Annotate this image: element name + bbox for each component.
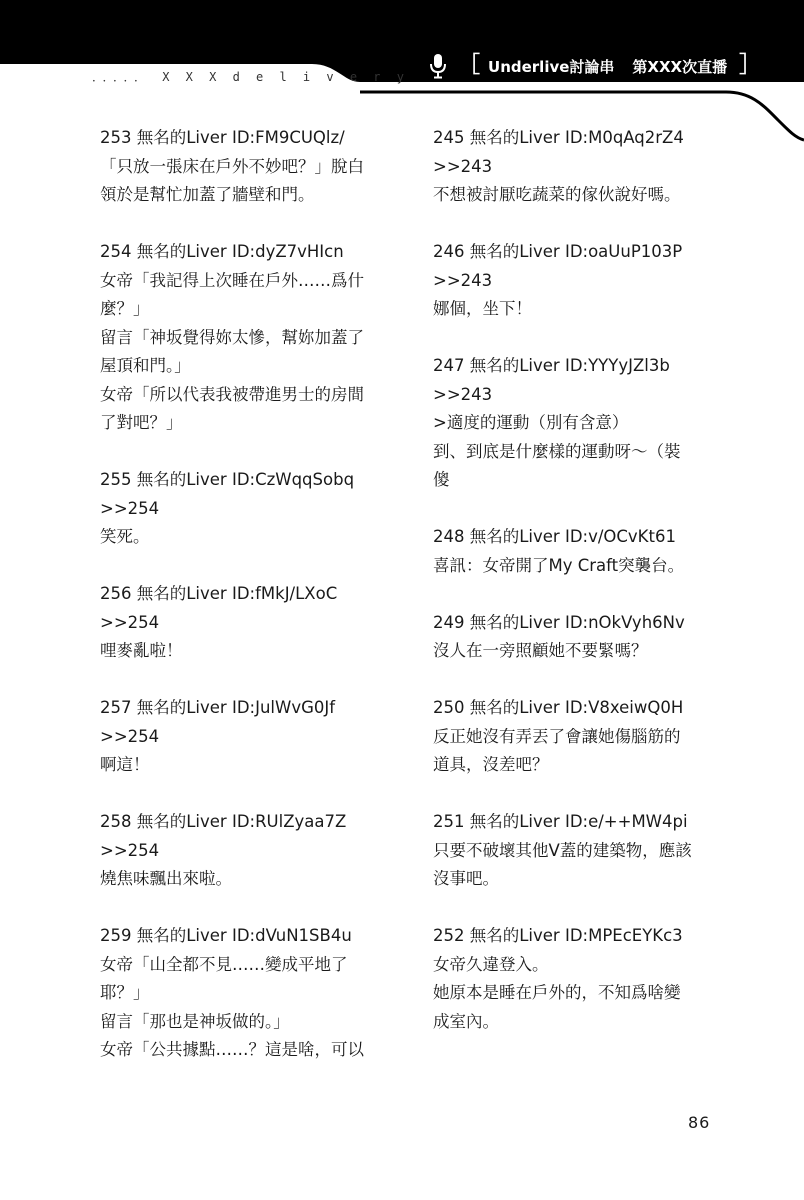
- post-header: 245 無名的Liver ID:M0qAq2rZ4: [433, 128, 684, 147]
- post-line: 女帝「我記得上次睡在戶外……爲什: [100, 270, 364, 290]
- show-name: Underlive討論串: [488, 57, 615, 76]
- post-251: [433, 808, 733, 894]
- post-248: [433, 523, 733, 580]
- post-line: 不想被討厭吃蔬菜的傢伙說好嗎。: [433, 185, 681, 204]
- post-line: 啊這！: [100, 755, 150, 774]
- post-header: 249 無名的Liver ID:nOkVyh6Nv: [433, 612, 685, 632]
- post-line: 女帝「山全都不見……變成平地了: [100, 954, 348, 974]
- post-line: 燒焦味飄出來啦。: [100, 869, 232, 888]
- post-line: 娜個，坐下！: [433, 299, 532, 318]
- post-line: 女帝久違登入。: [433, 954, 549, 974]
- post-254: [100, 238, 400, 438]
- post-line: 她原本是睡在戶外的，不知爲啥變: [433, 983, 681, 1002]
- post-line: 喜訊：女帝開了My Craft突襲台。: [433, 555, 685, 575]
- post-line: 女帝「所以代表我被帶進男士的房間: [100, 384, 364, 404]
- post-header: 251 無名的Liver ID:e/++MW4pi: [433, 812, 688, 831]
- post-line: 到、到底是什麼樣的運動呀～（裝: [433, 441, 681, 461]
- post-258: [100, 808, 400, 894]
- post-header: 252 無名的Liver ID:MPEcEYKc3: [433, 926, 683, 945]
- post-line: 道具，沒差吧？: [433, 755, 549, 774]
- reply-anchor: >>243: [433, 384, 493, 404]
- post-header: 255 無名的Liver ID:CzWqqSobq: [100, 470, 355, 489]
- reply-anchor: >>243: [433, 270, 493, 290]
- reply-anchor: >>243: [433, 156, 493, 176]
- post-header: 258 無名的Liver ID:RUlZyaa7Z: [100, 812, 347, 831]
- left-column: [100, 124, 400, 1093]
- post-line: 笑死。: [100, 527, 150, 546]
- microphone-icon: [428, 53, 448, 79]
- bracket-open: ［: [458, 53, 481, 78]
- post-246: [433, 238, 733, 324]
- reply-anchor: >>254: [100, 726, 160, 746]
- post-line: 沒事吧。: [433, 869, 499, 888]
- post-header: 256 無名的Liver ID:fMkJ/LXoC: [100, 584, 338, 603]
- post-line: 耶？」: [100, 983, 150, 1002]
- post-259: [100, 922, 400, 1065]
- post-header: 257 無名的Liver ID:JulWvG0Jf: [100, 698, 336, 717]
- post-line: 傻: [433, 470, 450, 489]
- post-247: [433, 352, 733, 495]
- running-header-tag: ．．．．． X X X d e l i v e r y: [92, 70, 409, 84]
- post-header: 259 無名的Liver ID:dVuN1SB4u: [100, 926, 352, 945]
- quote-line: >適度的運動（別有含意）: [433, 413, 629, 432]
- post-line: 「只放一張床在戶外不妙吧？」脫白: [100, 156, 364, 176]
- post-line: 女帝「公共據點……？這是啥，可以: [100, 1040, 364, 1059]
- reply-anchor: >>254: [100, 612, 160, 632]
- post-line: 哩麥亂啦！: [100, 641, 183, 660]
- post-line: 成室內。: [433, 1011, 499, 1031]
- post-line: 屋頂和門。」: [100, 356, 191, 375]
- post-256: [100, 580, 400, 666]
- post-245: [433, 124, 733, 210]
- reply-anchor: >>254: [100, 498, 160, 518]
- post-line: 留言「那也是神坂做的。」: [100, 1011, 290, 1031]
- bracket-close: ］: [739, 53, 762, 78]
- page-number: 86: [688, 1113, 711, 1132]
- post-252: [433, 922, 733, 1036]
- post-255: [100, 466, 400, 552]
- reply-anchor: >>254: [100, 840, 160, 860]
- post-249: [433, 609, 733, 666]
- post-253: [100, 124, 400, 210]
- episode-label: 第XXX次直播: [632, 57, 728, 76]
- post-line: 領於是幫忙加蓋了牆壁和門。: [100, 185, 315, 204]
- post-line: 沒人在一旁照顧她不要緊嗎？: [433, 641, 648, 660]
- post-header: 247 無名的Liver ID:YYYyJZl3b: [433, 356, 670, 375]
- right-column: [433, 124, 733, 1065]
- post-header: 248 無名的Liver ID:v/OCvKt61: [433, 527, 676, 546]
- post-header: 250 無名的Liver ID:V8xeiwQ0H: [433, 698, 684, 717]
- post-line: 了對吧？」: [100, 413, 183, 432]
- post-line: 只要不破壞其他V蓋的建築物，應該: [433, 840, 692, 860]
- post-250: [433, 694, 733, 780]
- post-header: 254 無名的Liver ID:dyZ7vHIcn: [100, 242, 344, 261]
- post-header: 253 無名的Liver ID:FM9CUQlz/: [100, 128, 345, 147]
- post-header: 246 無名的Liver ID:oaUuP103P: [433, 242, 683, 261]
- post-line: 麼？」: [100, 299, 150, 318]
- post-257: [100, 694, 400, 780]
- post-line: 反正她沒有弄丟了會讓她傷腦筋的: [433, 726, 681, 746]
- header-title-bar: [428, 50, 761, 82]
- post-line: 留言「神坂覺得妳太慘，幫妳加蓋了: [100, 327, 364, 347]
